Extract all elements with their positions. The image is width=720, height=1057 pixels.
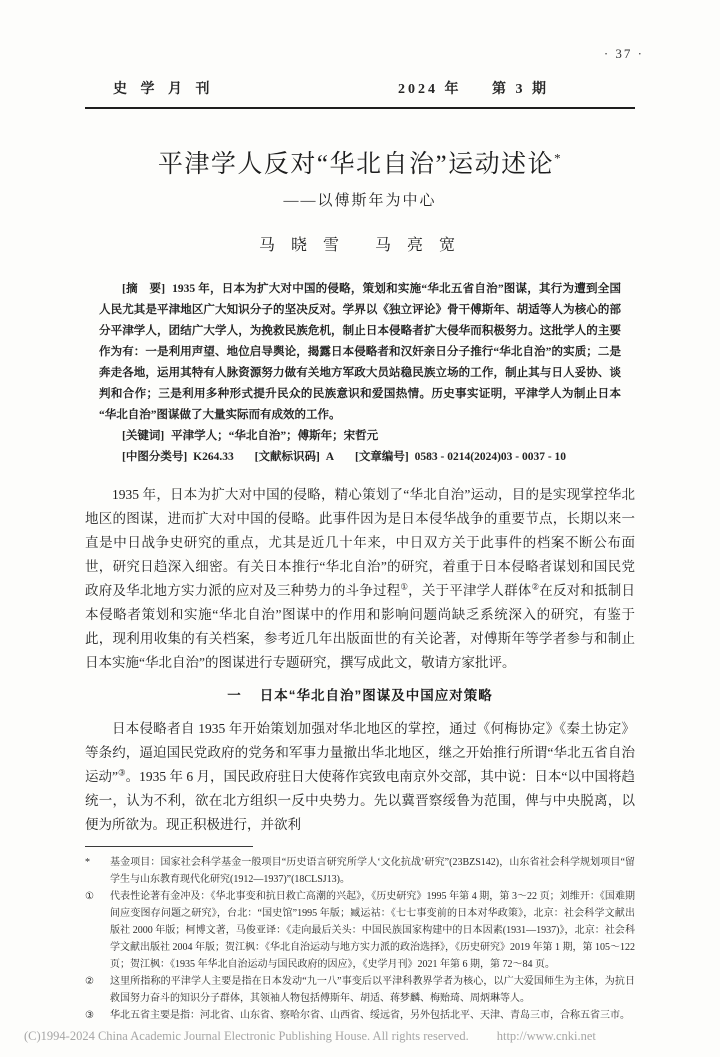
abstract-block xyxy=(99,279,621,468)
keywords-text: 平津学人；“华北自治”；傅斯年；宋哲元 xyxy=(171,430,379,442)
section-heading-1 xyxy=(85,684,635,708)
abstract-text: 1935 年，日本为扩大对中国的侵略，策划和实施“华北五省自治”图谋，其行为遭到全国人民尤其是平津地区广大知识分子的坚决反对。学界以《独立评论》骨干傅斯年、胡适等人为核心的部分平津学人，团结广大学人，为挽救民族危机，制止日本侵略者扩大侵华而积极努力。这批学人的主要作为有：一是利用声望、地位启导舆论，揭露日本侵略者和汉奸亲日分子推行“华北自治”的实质；二是奔走各地，运用其特有人脉资源努力做有关地方军政大员站稳民族立场的工作，制止其与日人妥协、谈判和合作；三是利用多种形式提升民众的民族意识和爱国热情。历史事实证明，平津学人为制止日本“华北自治”图谋做了大量实际而有成效的工作。 xyxy=(99,283,621,421)
article-title-text: 平津学人反对“华北自治”运动述论 xyxy=(157,151,555,178)
footnotes-block xyxy=(85,846,635,1024)
footnote-marker: ③ xyxy=(85,1010,94,1021)
article-id-pair xyxy=(355,451,566,463)
clc-value: K264.33 xyxy=(193,451,234,463)
journal-header xyxy=(85,78,635,109)
footnote-text: 这里所指称的平津学人主要是指在日本发动“九一八”事变后以平津科教界学者为核心，以广大爱国师生为主体，为抗日救国努力奋斗的知识分子群体，其领袖人物包括傅斯年、胡适、蒋梦麟、梅贻琦、周炳琳等人。 xyxy=(110,976,635,1004)
footnote-separator-rule xyxy=(85,846,253,847)
keywords-label: [关键词] xyxy=(122,430,165,442)
title-footnote-marker: * xyxy=(554,150,563,166)
body-paragraph-2: 日本侵略者自 1935 年开始策划加强对华北地区的掌控，通过《何梅协定》《秦土协定》等条约，逼迫国民党政府的党务和军事力量撤出华北地区，继之开始推行所谓“华北五省自治运动”③。1935 年 6 月，国民政府驻日大使蒋作宾致电南京外交部，其中说：日本“以中国将趋统一，认为不利，欲在北方组织一反中央势力。先以冀晋察绥鲁为范围，俾与中央脱离，以便为所欲为。现正积极进行，并欲利 xyxy=(85,721,635,832)
footnote-text: 代表性论著有金冲及：《华北事变和抗日救亡高潮的兴起》，《历史研究》1995 年第 4 期，第 3～22 页；刘维开：《国难期间应变图存问题之研究》，台北：“国史馆”1995 年版；臧运祜：《七七事变前的日本对华政策》，北京：社会科学文献出版社 2000 年版；柯博文著，马俊亚译：《走向最后关头：中国民族国家构建中的日本因素(1931—1937)》，北京：社会科学文献出版社 2004 年版；贺江枫：《华北自治运动与地方实力派的政治选择》，《历史研究》2019 年第 1 期，第 105～122 页；贺江枫：《1935 年华北自治运动与国民政府的因应》，《史学月刊》2021 年第 6 期，第 72～84 页。 xyxy=(110,891,635,970)
doc-code-label: [文献标识码] xyxy=(254,451,320,463)
authors-line xyxy=(85,232,635,255)
clc-label: [中图分类号] xyxy=(122,451,188,463)
issue-info xyxy=(398,78,549,98)
article-content xyxy=(85,128,635,1024)
article-id-value: 0583 - 0214(2024)03 - 0037 - 10 xyxy=(414,451,567,463)
issue-number: 第 3 期 xyxy=(492,82,549,97)
footnote-1 xyxy=(85,888,635,973)
footnote-text: 基金项目：国家社会科学基金一般项目“历史语言研究所学人‘文化抗战’研究”(23BZS142)，山东省社会科学规划项目“留学生与山东教育现代化研究(1912—1937)”(18CLSJ13)。 xyxy=(110,857,635,885)
author-2: 马 亮 宽 xyxy=(375,237,462,254)
footnote-marker: * xyxy=(85,857,90,868)
body-text xyxy=(85,483,635,837)
journal-name: 史 学 月 刊 xyxy=(113,82,215,97)
section-number: 一 xyxy=(227,688,242,703)
cnki-url: http://www.cnki.net xyxy=(496,1029,596,1043)
footnote-marker: ② xyxy=(85,976,94,987)
cnki-copyright-footer xyxy=(24,1029,700,1044)
footnote-2 xyxy=(85,973,635,1007)
abstract-label: [摘 要] xyxy=(122,283,166,295)
footnote-3 xyxy=(85,1007,635,1024)
section-title: 日本“华北自治”图谋及中国应对策略 xyxy=(259,688,493,703)
title-block xyxy=(85,144,635,255)
issue-year: 2024 年 xyxy=(398,82,462,97)
author-1: 马 晓 雪 xyxy=(258,237,345,254)
footnote-fund xyxy=(85,854,635,888)
article-title xyxy=(85,144,635,180)
footnote-text: 华北五省主要是指：河北省、山东省、察哈尔省、山西省、绥远省，另外包括北平、天津、青岛三市，合称五省三市。 xyxy=(110,1010,630,1021)
page-number: · 37 · xyxy=(603,46,644,61)
classification-line xyxy=(99,447,621,468)
footnote-marker: ① xyxy=(85,891,94,902)
doc-code-pair xyxy=(255,451,334,463)
keywords-line xyxy=(99,426,621,447)
clc-pair xyxy=(122,451,234,463)
abstract-paragraph xyxy=(99,279,621,426)
article-id-label: [文章编号] xyxy=(354,451,409,463)
body-paragraph-1: 1935 年，日本为扩大对中国的侵略，精心策划了“华北自治”运动，目的是实现掌控华北地区的图谋，进而扩大对中国的侵略。此事件因为是日本侵华战争的重要节点，长期以来一直是中日战争史研究的重点，尤其是近几十年来，中日双方关于此事件的档案不断公布面世，研究日趋深入细密。有关日本推行“华北自治”的研究，着重于日本侵略者谋划和国民党政府及华北地方实力派的应对及三种势力的斗争过程①，关于平津学人群体②在反对和抵制日本侵略者策划和实施“华北自治”图谋中的作用和影响问题尚缺乏系统深入的研究，有鉴于此，现利用收集的有关档案，参考近几年出版面世的有关论著，对傅斯年等学者参与和制止日本实施“华北自治”的图谋进行专题研究，撰写成此文，敬请方家批评。 xyxy=(85,487,636,670)
article-subtitle: ——以傅斯年为中心 xyxy=(283,193,437,209)
copyright-text: (C)1994-2024 China Academic Journal Electronic Publishing House. All rights reserved. xyxy=(24,1029,469,1043)
doc-code-value: A xyxy=(325,451,335,463)
